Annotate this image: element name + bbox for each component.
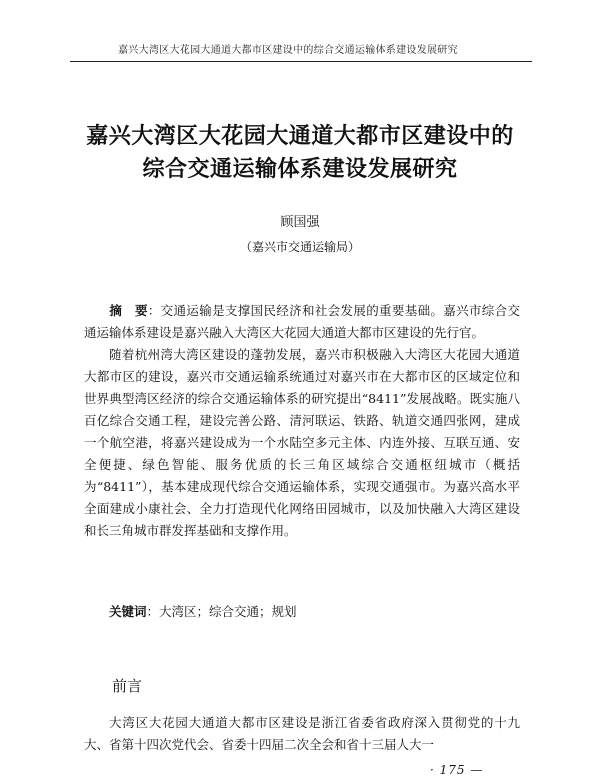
abstract-label: 摘 要 — [109, 303, 148, 318]
body-text — [84, 712, 520, 756]
author-affiliation: （嘉兴市交通运输局） — [239, 240, 360, 254]
abstract — [84, 300, 520, 542]
keywords-value: ：大湾区；综合交通；规划 — [146, 604, 297, 619]
section-heading-foreword: 前言 — [112, 677, 143, 695]
article-title-line-1: 嘉兴大湾区大花园大通道大都市区建设中的 — [86, 123, 514, 149]
keywords — [109, 602, 297, 620]
abstract-text-1: ：交通运输是支撑国民经济和社会发展的重要基础。嘉兴市综合交通运输体系建设是嘉兴融入大湾区大花园大通道大都市区建设的先行官。 — [84, 303, 520, 340]
page-number: · 175 — — [430, 763, 484, 777]
keywords-label: 关键词 — [109, 604, 147, 619]
body-paragraph-1: 大湾区大花园大通道大都市区建设是浙江省委省政府深入贯彻党的十九大、省第十四次党代会、省委十四届二次全会和省十三届人大一 — [84, 715, 520, 752]
abstract-paragraph-1 — [84, 300, 520, 344]
author-name: 顾国强 — [280, 215, 320, 230]
running-head: 嘉兴大湾区大花园大通道大都市区建设中的综合交通运输体系建设发展研究 — [118, 45, 458, 56]
header-rule — [70, 61, 532, 62]
article-title-line-2: 综合交通运输体系建设发展研究 — [142, 156, 458, 182]
abstract-paragraph-2: 随着杭州湾大湾区建设的蓬勃发展，嘉兴市积极融入大湾区大花园大通道大都市区的建设，嘉兴市交通运输系统通过对嘉兴市在大都市区的区域定位和世界典型湾区经济的综合交通运输体系的研究提出“8411”发展战略。既实施八百亿综合交通工程，建设完善公路、清河联运、铁路、轨道交通四张网，建成一个航空港，将嘉兴建设成为一个水陆空多元主体、内连外接、互联互通、安全便捷、绿色智能、服务优质的长三角区域综合交通枢纽城市（概括为“8411”），基本建成现代综合交通运输体系，实现交通强市。为嘉兴高水平全面建成小康社会、全力打造现代化网络田园城市，以及加快融入大湾区建设和长三角城市群发挥基础和支撑作用。 — [84, 347, 520, 538]
